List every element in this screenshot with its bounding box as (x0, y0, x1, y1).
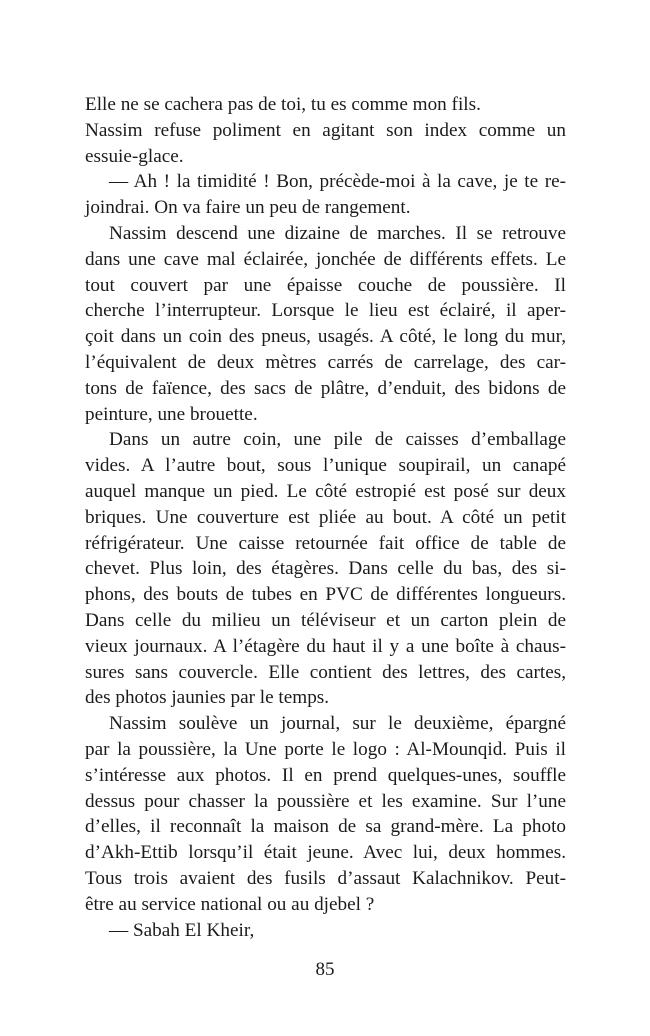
text-line: çoit dans un coin des pneus, usagés. A côté, le long du mur, (85, 326, 566, 348)
text-line: d’elles, il reconnaît la maison de sa grand-mère. La photo (85, 816, 566, 838)
text-line: d’Akh-Ettib lorsqu’il était jeune. Avec lui, deux hommes. (85, 842, 566, 864)
text-line: Dans un autre coin, une pile de caisses d’emballage (109, 429, 566, 451)
text-line: dans une cave mal éclairée, jonchée de différents effets. Le (85, 248, 566, 270)
body-text (85, 92, 566, 943)
text-line: peinture, une brouette. (85, 403, 258, 425)
text-line: vieux journaux. A l’étagère du haut il y a une boîte à chaus- (85, 635, 566, 657)
text-line: Tous trois avaient des fusils d’assaut Kalachnikov. Peut- (85, 867, 566, 889)
text-line: par la poussière, la Une porte le logo : Al-Mounqid. Puis il (85, 738, 566, 760)
text-line: tout couvert par une épaisse couche de poussière. Il (85, 274, 566, 296)
page-number: 85 (315, 959, 335, 980)
text-line: vides. A l’autre bout, sous l’unique soupirail, un canapé (85, 455, 566, 477)
text-line: dessus pour chasser la poussière et les examine. Sur l’une (85, 790, 566, 812)
text-line: joindrai. On va faire un peu de rangement. (85, 197, 411, 219)
text-line: — Ah ! la timidité ! Bon, précède-moi à la cave, je te re- (109, 171, 566, 193)
text-line: réfrigérateur. Une caisse retournée fait office de table de (85, 532, 566, 554)
text-line: être au service national ou au djebel ? (85, 893, 375, 915)
text-line: des photos jaunies par le temps. (85, 687, 330, 709)
text-line: chevet. Plus loin, des étagères. Dans celle du bas, des si- (85, 558, 566, 580)
text-line: phons, des bouts de tubes en PVC de différentes longueurs. (85, 584, 566, 606)
text-line: cherche l’interrupteur. Lorsque le lieu est éclairé, il aper- (85, 300, 566, 322)
text-line: s’intéresse aux photos. Il en prend quelques-unes, souffle (85, 764, 566, 786)
text-line: — Sabah El Kheir, (109, 919, 255, 941)
text-line: essuie-glace. (85, 145, 184, 167)
text-line: briques. Une couverture est pliée au bout. A côté un petit (85, 506, 566, 528)
text-line: l’équivalent de deux mètres carrés de carrelage, des car- (85, 351, 566, 373)
text-line: Nassim soulève un journal, sur le deuxième, épargné (109, 713, 566, 735)
text-line: auquel manque un pied. Le côté estropié est posé sur deux (85, 480, 566, 502)
text-line: Dans celle du milieu un téléviseur et un carton plein de (85, 609, 566, 631)
text-line: Nassim refuse poliment en agitant son index comme un (85, 119, 566, 141)
text-line: Nassim descend une dizaine de marches. Il se retrouve (109, 222, 566, 244)
text-line: tons de faïence, des sacs de plâtre, d’enduit, des bidons de (85, 377, 566, 399)
text-line: sures sans couvercle. Elle contient des lettres, des cartes, (85, 661, 566, 683)
text-line: Elle ne se cachera pas de toi, tu es comme mon fils. (85, 94, 481, 115)
